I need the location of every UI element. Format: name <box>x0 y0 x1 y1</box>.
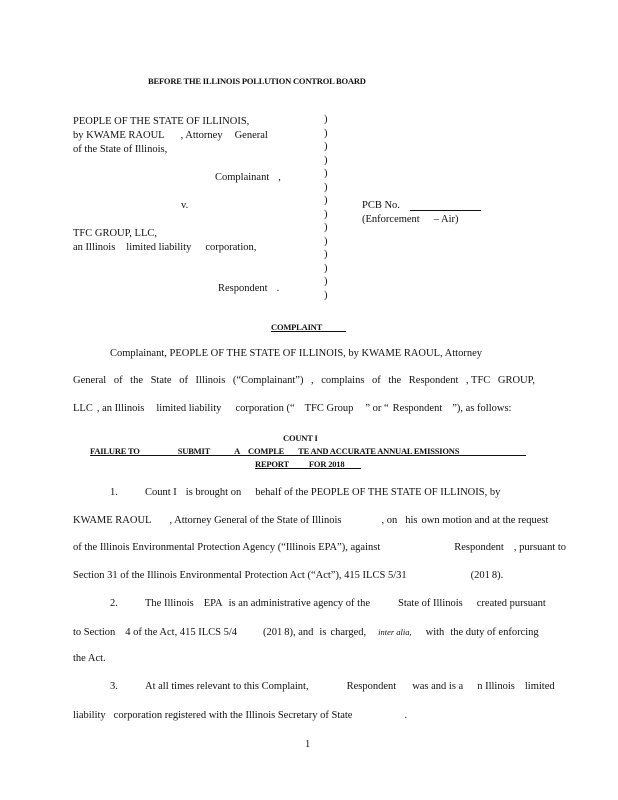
count-number: COUNT I <box>283 433 318 443</box>
para1-line-4: Section 31 of the Illinois Environmental Protection Act (“Act”), 415 ILCS 5/31 (201 8). <box>73 570 504 581</box>
complaint-title: COMPLAINT <box>271 322 323 332</box>
plaintiff-name: PEOPLE OF THE STATE OF ILLINOIS, <box>73 116 250 127</box>
plaintiff-attorney: by KWAME RAOUL , Attorney General <box>73 130 268 141</box>
para2-line-1: The Illinois EPA is an administrative agency of the State of Illinois created pursuant <box>145 598 546 609</box>
pcb-number-blank <box>410 210 481 211</box>
para1-number: 1. <box>110 487 118 498</box>
plaintiff-state: of the State of Illinois, <box>73 144 168 155</box>
pcb-number-label: PCB No. <box>362 200 400 211</box>
count-title-underline-2 <box>255 468 361 469</box>
count-title-underline-1 <box>90 455 526 456</box>
count-title-line-2: REPORT FOR 2018 <box>255 459 345 469</box>
count-title-line-1: FAILURE TO SUBMIT A COMPLE TE AND ACCURATE ANNUAL EMISSIONS <box>90 446 460 456</box>
respondent-role: Respondent . <box>218 283 280 294</box>
complaint-title-underline <box>271 331 346 332</box>
defendant-description: an Illinois limited liability corporation, <box>73 242 257 253</box>
caption-parentheses: ) ) ) ) ) ) ) ) ) ) ) ) ) ) <box>324 114 328 301</box>
para1-line-1: Count I is brought on behalf of the PEOPLE OF THE STATE OF ILLINOIS, by <box>145 487 501 498</box>
para1-line-2: KWAME RAOUL , Attorney General of the State of Illinois , on his own motion and at the request <box>73 515 549 526</box>
intro-line-2: General of the State of Illinois (“Complainant”) , complains of the Respondent , TFC GROUP, <box>73 375 535 386</box>
para1-line-3: of the Illinois Environmental Protection Agency (“Illinois EPA”), against Respondent , pursuant to <box>73 542 567 553</box>
versus: v. <box>181 200 189 211</box>
defendant-name: TFC GROUP, LLC, <box>73 228 158 239</box>
para3-number: 3. <box>110 681 118 692</box>
para3-line-1: At all times relevant to this Complaint, Respondent was and is a n Illinois limited <box>145 681 555 692</box>
para2-line-2: to Section 4 of the Act, 415 ILCS 5/4 (201 8), and is charged, inter alia, with the duty of enforcing <box>73 627 539 638</box>
para2-number: 2. <box>110 598 118 609</box>
page-number: 1 <box>305 739 311 750</box>
complainant-role: Complainant , <box>215 172 281 183</box>
board-heading: BEFORE THE ILLINOIS POLLUTION CONTROL BOARD <box>148 76 366 86</box>
para3-line-2: liability corporation registered with the Illinois Secretary of State . <box>73 710 408 721</box>
intro-line-3: LLC , an Illinois limited liability corporation (“ TFC Group ” or “ Respondent ”), as follows: <box>73 403 512 414</box>
para2-line-3: the Act. <box>73 653 106 664</box>
intro-line-1: Complainant, PEOPLE OF THE STATE OF ILLINOIS, by KWAME RAOUL, Attorney <box>110 348 482 359</box>
enforcement-label: (Enforcement – Air) <box>362 214 459 225</box>
